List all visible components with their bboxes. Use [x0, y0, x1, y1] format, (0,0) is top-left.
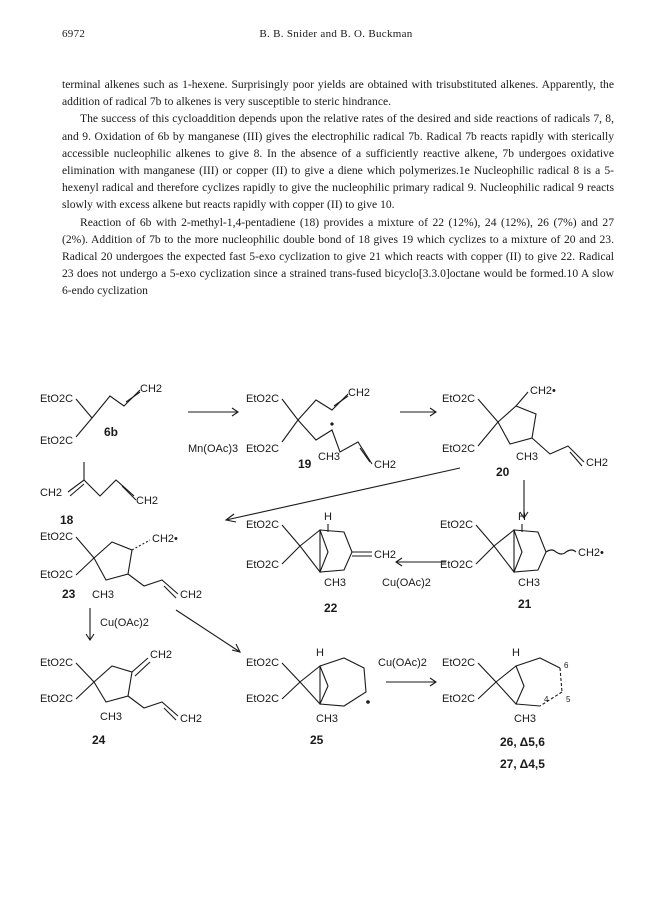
label-18: 18 [60, 513, 74, 527]
ester-label: EtO2C [40, 393, 74, 405]
reagent-mn: Mn(OAc)3 [188, 443, 239, 455]
locant-5: 5 [566, 695, 571, 704]
compound-26-27 [442, 647, 571, 771]
ester-label: EtO2C [442, 657, 476, 669]
ester-label: EtO2C [246, 393, 280, 405]
ch2-radical-label: CH2• [530, 385, 556, 397]
compound-23 [40, 531, 202, 601]
ch2-label: CH2 [180, 589, 203, 601]
ester-label: EtO2C [440, 519, 474, 531]
ch3-label: CH3 [516, 451, 539, 463]
label-6b: 6b [104, 425, 119, 439]
label-19: 19 [298, 457, 312, 471]
reagent-cu: Cu(OAc)2 [100, 617, 149, 629]
running-header-authors: B. B. Snider and B. O. Buckman [259, 28, 413, 40]
ester-label: EtO2C [442, 443, 476, 455]
ch2-label: CH2 [136, 495, 159, 507]
h-label: H [512, 647, 520, 659]
ester-label: EtO2C [40, 693, 74, 705]
ch3-label: CH3 [518, 577, 541, 589]
ester-label: EtO2C [246, 519, 280, 531]
label-25: 25 [310, 733, 324, 747]
paragraph-1: terminal alkenes such as 1-hexene. Surprisingly poor yields are obtained with trisubstituted alkenes. Apparently, the addition of radical 7b to alkenes is very susceptible to steric hindrance. [62, 78, 614, 109]
compound-20 [442, 385, 608, 479]
compound-25 [246, 647, 370, 747]
ch3-label: CH3 [92, 589, 115, 601]
label-24: 24 [92, 733, 106, 747]
reaction-scheme [40, 372, 640, 802]
ester-label: EtO2C [40, 569, 74, 581]
ester-label: EtO2C [442, 693, 476, 705]
ester-label: EtO2C [246, 443, 280, 455]
ester-label: EtO2C [440, 559, 474, 571]
compound-24 [40, 649, 202, 747]
ch2-label: CH2 [180, 713, 203, 725]
ester-label: EtO2C [246, 693, 280, 705]
ester-label: EtO2C [246, 657, 280, 669]
compound-22 [246, 511, 396, 615]
label-23: 23 [62, 587, 76, 601]
page-number: 6972 [62, 28, 86, 40]
ch2-label: CH2 [374, 459, 397, 471]
paragraph-3: Reaction of 6b with 2-methyl-1,4-pentadiene (18) provides a mixture of 22 (12%), 24 (12%), 26 (7%) and 27 (2%). Addition of 7b to the more nucleophilic double bond of 18 gives 19 which cyclizes to a mixture of 20 and 23. Radical 20 undergoes the expected fast 5-exo cyclization to give 21 which reacts with copper (II) to give 22. Radical 23 does not undergo a 5-exo cyclization since a strained trans-fused bicyclo[3.3.0]octane would be formed.10 A slow 6-endo cyclization [62, 215, 614, 298]
locant-6: 6 [564, 661, 569, 670]
ch3-label: CH3 [316, 713, 339, 725]
label-20: 20 [496, 465, 510, 479]
ester-label: EtO2C [246, 559, 280, 571]
ch2-label: CH2 [348, 387, 371, 399]
label-26: 26, Δ5,6 [500, 735, 545, 749]
reagent-cu: Cu(OAc)2 [382, 577, 431, 589]
ch2-label: CH2 [40, 487, 63, 499]
ester-label: EtO2C [40, 531, 74, 543]
ch2-label: CH2 [140, 383, 163, 395]
compound-18 [40, 462, 158, 527]
label-22: 22 [324, 601, 338, 615]
paragraph-2: The success of this cycloaddition depends upon the relative rates of the desired and side reactions of radicals 7, 8, and 9. Oxidation of 6b by manganese (III) gives the electrophilic radical 7b. Radical 7b reacts rapidly with sterically accessible nucleophilic alkenes to give 8. In the absence of a sufficiently reactive alkene, 7b undergoes oxidative elimination with manganese (III) or copper (II) to give a diene which polymerizes.1e Nucleophilic radical 8 is a 5-hexenyl radical and therefore cyclizes rapidly to give the nucleophilic primary radical 9. Nucleophilic radical 9 reacts slowly with excess alkene but reacts rapidly with copper (II) to give 10. [62, 112, 614, 212]
ch2-radical-label: CH2• [578, 547, 604, 559]
ch2-label: CH2 [374, 549, 397, 561]
ch2-label: CH2 [586, 457, 609, 469]
label-21: 21 [518, 597, 532, 611]
locant-4: 4 [544, 695, 549, 704]
ch2-label: CH2 [150, 649, 173, 661]
reagent-cu: Cu(OAc)2 [378, 657, 427, 669]
ch3-label: CH3 [100, 711, 123, 723]
ch3-label: CH3 [318, 451, 341, 463]
ch2-radical-label: CH2• [152, 533, 178, 545]
label-27: 27, Δ4,5 [500, 757, 545, 771]
ch3-label: CH3 [324, 577, 347, 589]
h-label: H [518, 511, 526, 523]
compound-19 [246, 387, 396, 471]
compound-6b [40, 383, 162, 447]
ester-label: EtO2C [40, 657, 74, 669]
body-text [62, 76, 614, 300]
ch3-label: CH3 [514, 713, 537, 725]
h-label: H [316, 647, 324, 659]
h-label: H [324, 511, 332, 523]
ester-label: EtO2C [40, 435, 74, 447]
ester-label: EtO2C [442, 393, 476, 405]
compound-21 [440, 511, 604, 611]
